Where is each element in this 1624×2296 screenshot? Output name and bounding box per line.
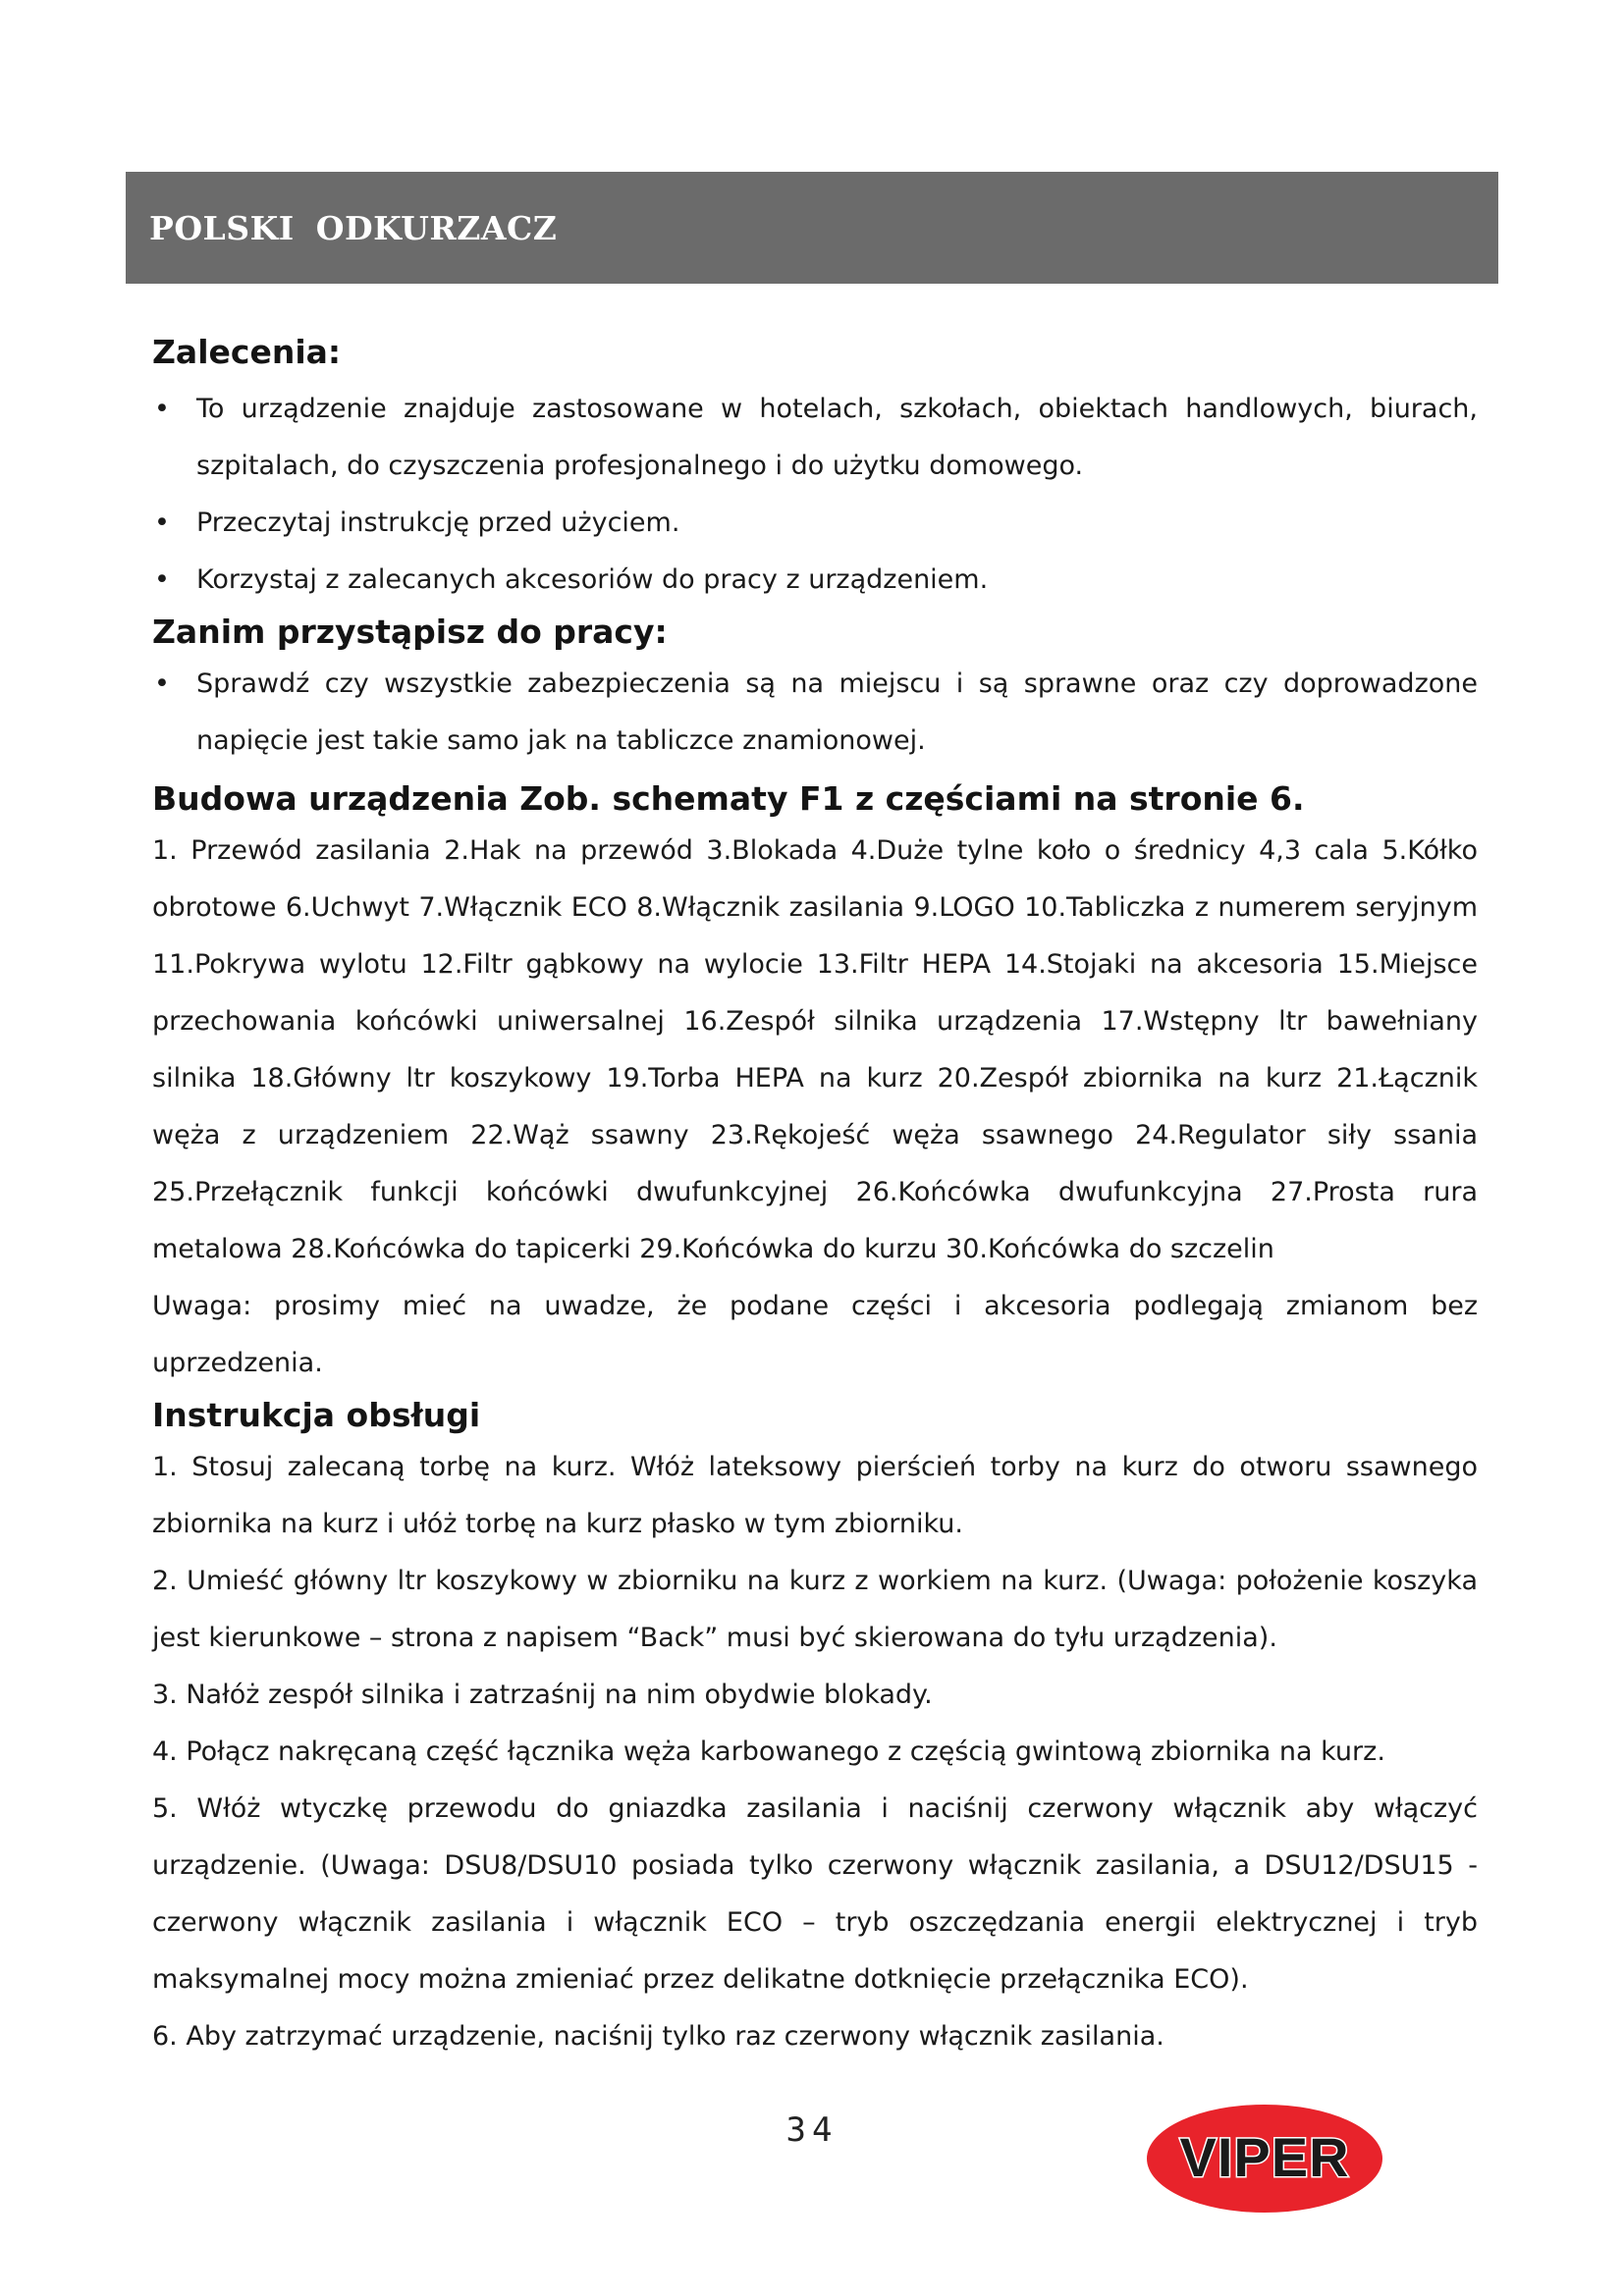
parts-note: Uwaga: prosimy mieć na uwadze, że podane części i akcesoria podlegają zmianom bez uprzedzenia. xyxy=(152,1291,1478,1378)
step-1: 1. Stosuj zalecaną torbę na kurz. Włóż lateksowy pierścień torby na kurz do otworu ssawnego zbiornika na kurz i ułóż torbę na kurz płasko w tym zbiorniku. xyxy=(152,1452,1478,1539)
heading-budowa: Budowa urządzenia Zob. schematy F1 z częściami na stronie 6. xyxy=(152,779,1305,818)
document-body xyxy=(152,324,1478,2065)
step-6: 6. Aby zatrzymać urządzenie, naciśnij tylko raz czerwony włącznik zasilania. xyxy=(152,2021,1164,2052)
list-item: • To urządzenie znajduje zastosowane w hotelach, szkołach, obiektach handlowych, biurach, szpitalach, do czyszczenia profesjonalnego i do użytku domowego. xyxy=(152,381,1478,495)
heading-zanim: Zanim przystąpisz do pracy: xyxy=(152,613,668,651)
page-title: POLSKI ODKURZACZ xyxy=(149,208,558,247)
logo-text: VIPER xyxy=(1179,2126,1350,2188)
zalecenia-list xyxy=(152,381,1478,609)
step-5: 5. Włóż wtyczkę przewodu do gniazdka zasilania i naciśnij czerwony włącznik aby włączyć urządzenie. (Uwaga: DSU8/DSU10 posiada tylko czerwony włącznik zasilania, a DSU12/DSU15 - czerwony włącznik zasilania i włącznik ECO – tryb oszczędzania energii elektrycznej i tryb maksymalnej mocy można zmieniać przez delikatne dotknięcie przełącznika ECO). xyxy=(152,1793,1478,1995)
list-item: • Przeczytaj instrukcję przed użyciem. xyxy=(152,495,1478,552)
page-number: 34 xyxy=(785,2110,839,2150)
list-item: • Korzystaj z zalecanych akcesoriów do pracy z urządzeniem. xyxy=(152,552,1478,609)
step-3: 3. Nałóż zespół silnika i zatrzaśnij na nim obydwie blokady. xyxy=(152,1680,933,1710)
heading-zalecenia: Zalecenia: xyxy=(152,333,342,371)
zanim-list xyxy=(152,656,1478,770)
list-item: • Sprawdź czy wszystkie zabezpieczenia są na miejscu i są sprawne oraz czy doprowadzone napięcie jest takie samo jak na tabliczce znamionowej. xyxy=(152,656,1478,770)
step-4: 4. Połącz nakręcaną część łącznika węża karbowanego z częścią gwintową zbiornika na kurz. xyxy=(152,1736,1385,1767)
parts-list: 1. Przewód zasilania 2.Hak na przewód 3.Blokada 4.Duże tylne koło o średnicy 4,3 cala 5.Kółko obrotowe 6.Uchwyt 7.Włącznik ECO 8.Włącznik zasilania 9.LOGO 10.Tabliczka z numerem seryjnym 11.Pokrywa wylotu 12.Filtr gąbkowy na wylocie 13.Filtr HEPA 14.Stojaki na akcesoria 15.Miejsce przechowania końcówki uniwersalnej 16.Zespół silnika urządzenia 17.Wstępny ltr bawełniany silnika 18.Główny ltr koszykowy 19.Torba HEPA na kurz 20.Zespół zbiornika na kurz 21.Łącznik węża z urządzeniem 22.Wąż ssawny 23.Rękojeść węża ssawnego 24.Regulator siły ssania 25.Przełącznik funkcji końcówki dwufunkcyjnej 26.Końcówka dwufunkcyjna 27.Prosta rura metalowa 28.Końcówka do tapicerki 29.Końcówka do kurzu 30.Końcówka do szczelin xyxy=(152,835,1478,1264)
title-banner xyxy=(126,172,1498,284)
viper-logo xyxy=(1139,2096,1404,2218)
heading-instrukcja: Instrukcja obsługi xyxy=(152,1396,481,1434)
step-2: 2. Umieść główny ltr koszykowy w zbiorniku na kurz z workiem na kurz. (Uwaga: położenie koszyka jest kierunkowe – strona z napisem “Back” musi być skierowana do tyłu urządzenia). xyxy=(152,1566,1478,1653)
